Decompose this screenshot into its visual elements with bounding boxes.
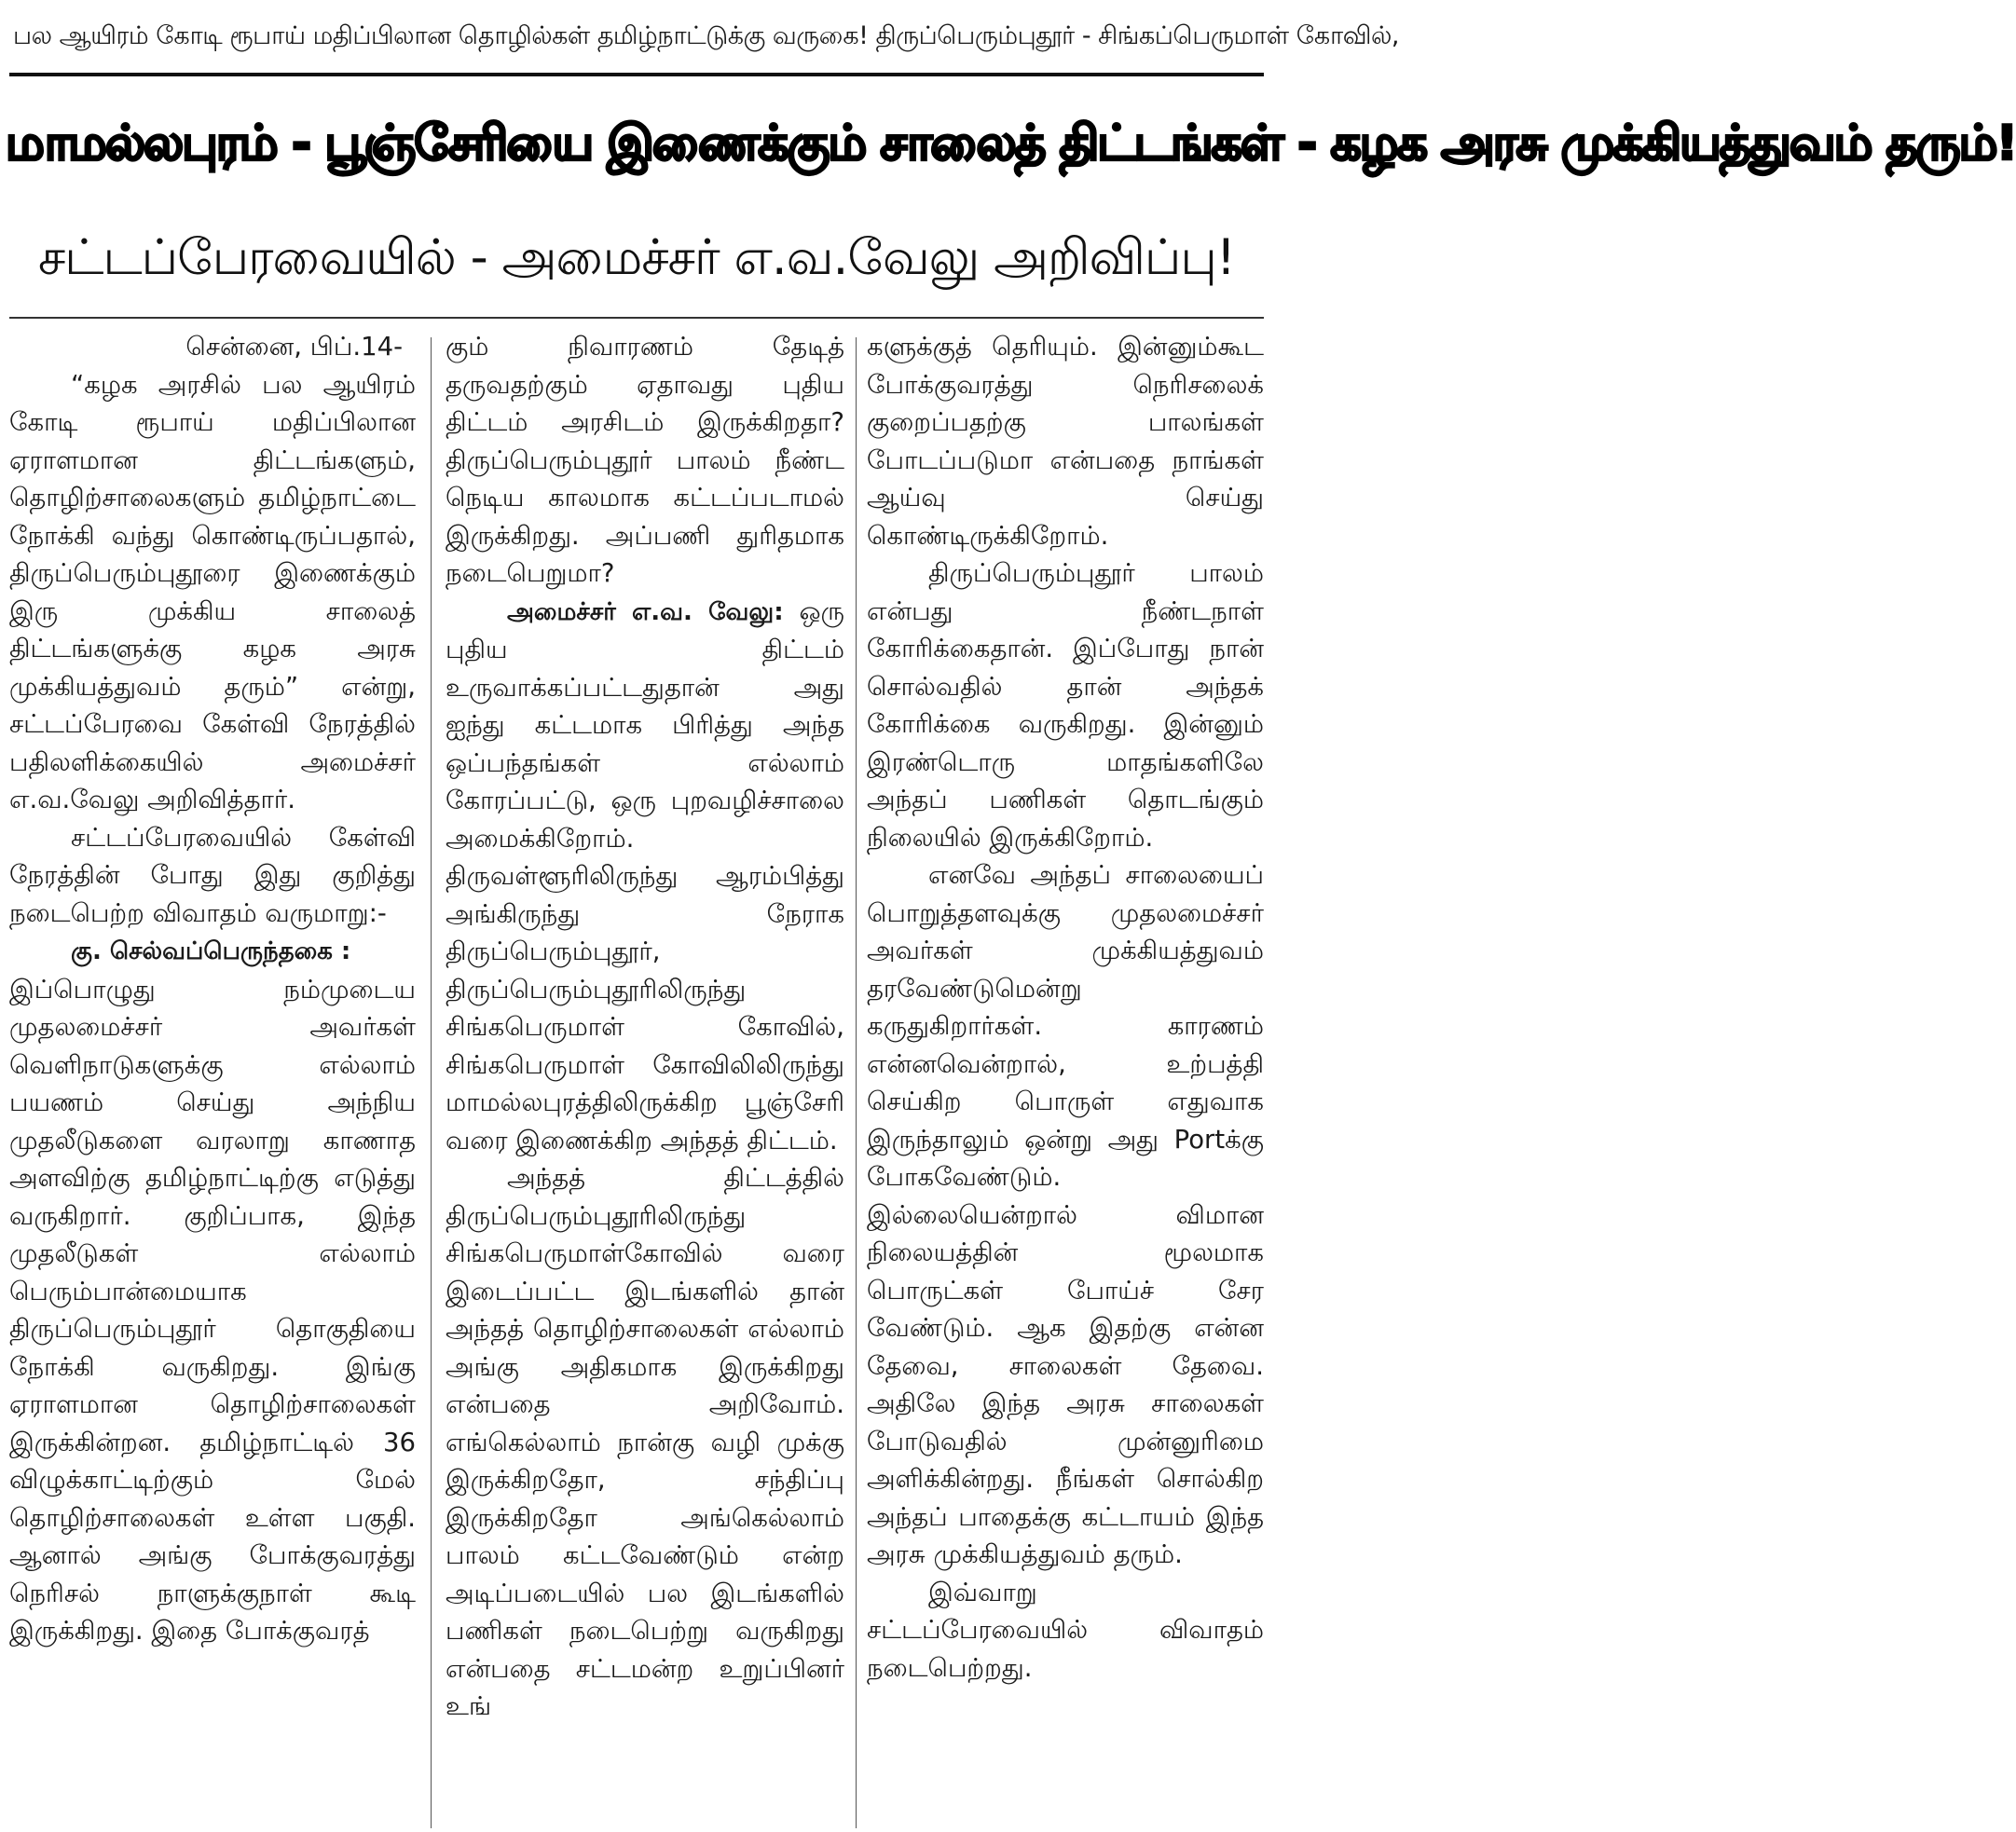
paragraph: “கழக அரசில் பல ஆயிரம் கோடி ரூபாய் மதிப்பிலான ஏராளமான திட்டங்களும், தொழிற்சாலைகளும் தமிழ்நாட்டை நோக்கி வந்து கொண்டிருப்பதால், திருப்பெரும்புதூரை இணைக்கும் இரு முக்கிய சாலைத் திட்டங்களுக்கு கழக அரசு முக்கியத்துவம் தரும்” என்று, சட்டப்பேரவை கேள்வி நேரத்தில் பதிலளிக்கையில் அமைச்சர் எ.வ.வேலு அறிவித்தார்.: [9, 369, 416, 814]
header-divider: [9, 317, 1264, 319]
paragraph-text: ஒரு புதிய திட்டம் உருவாக்கப்பட்டதுதான் அது ஐந்து கட்டமாக பிரித்து அந்த ஒப்பந்தங்கள் எல்லாம் கோரப்பட்டு, ஒரு புறவழிச்சாலை அமைக்கிறோம். திருவள்ளூரிலிருந்து ஆரம்பித்து அங்கிருந்து நேராக திருப்பெரும்புதூர், திருப்பெரும்புதூரிலிருந்து சிங்கபெருமாள் கோவில், சிங்கபெருமாள் கோவிலிலிருந்து மாமல்லபுரத்திலிருக்கிற பூஞ்சேரி வரை இணைக்கிற அந்தத் திட்டம்.: [446, 595, 844, 1155]
paragraph: இவ்வாறு சட்டப்பேரவையில் விவாதம் நடைபெற்றது.: [867, 1577, 1264, 1683]
column-separator: [431, 337, 432, 1828]
speaker-name: கு. செல்வப்பெருந்தகை :: [71, 937, 351, 965]
column-2: [446, 328, 844, 1828]
column-3: [867, 328, 1264, 1828]
speaker-name: அமைச்சர் எ.வ. வேலு:: [507, 597, 784, 626]
paragraph: இப்பொழுது நம்முடைய முதலமைச்சர் அவர்கள் வெளிநாடுகளுக்கு எல்லாம் பயணம் செய்து அந்நிய முதலீடுகளை வரலாறு காணாத அளவிற்கு தமிழ்நாட்டிற்கு எடுத்து வருகிறார். குறிப்பாக, இந்த முதலீடுகள் எல்லாம் பெரும்பான்மையாக திருப்பெரும்புதூர் தொகுதியை நோக்கி வருகிறது. இங்கு ஏராளமான தொழிற்சாலைகள் இருக்கின்றன. தமிழ்நாட்டில் 36 விழுக்காட்டிற்கும் மேல் தொழிற்சாலைகள் உள்ள பகுதி. ஆனால் அங்கு போக்குவரத்து நெரிசல் நாளுக்குநாள் கூடி இருக்கிறது. இதை போக்குவரத்: [9, 974, 416, 1646]
kicker-line: பல ஆயிரம் கோடி ரூபாய் மதிப்பிலான தொழில்கள் தமிழ்நாட்டுக்கு வருகை! திருப்பெரும்புதூர் - சிங்கப்பெருமாள் கோவில்,: [13, 21, 1399, 50]
column-1: [9, 328, 416, 1828]
speaker-paragraph: [9, 932, 416, 971]
subheadline: சட்டப்பேரவையில் - அமைச்சர் எ.வ.வேலு அறிவிப்பு!: [37, 229, 1236, 286]
article-columns: [0, 328, 1273, 1832]
speaker-paragraph: [446, 593, 844, 1160]
dateline: சென்னை, பிப்.14-: [185, 332, 403, 362]
paragraph: கும் நிவாரணம் தேடித் தருவதற்கும் ஏதாவது புதிய திட்டம் அரசிடம் இருக்கிறதா? திருப்பெரும்புதூர் பாலம் நீண்ட நெடிய காலமாக கட்டப்படாமல் இருக்கிறது. அப்பணி துரிதமாக நடைபெறுமா?: [446, 332, 844, 588]
paragraph: சட்டப்பேரவையில் கேள்வி நேரத்தின் போது இது குறித்து நடைபெற்ற விவாதம் வருமாறு:-: [9, 822, 416, 928]
paragraph: திருப்பெரும்புதூர் பாலம் என்பது நீண்டநாள் கோரிக்கைதான். இப்போது நான் சொல்வதில் தான் அந்தக் கோரிக்கை வருகிறது. இன்னும் இரண்டொரு மாதங்களிலே அந்தப் பணிகள் தொடங்கும் நிலையில் இருக்கிறோம்.: [867, 558, 1264, 853]
top-rule: [9, 73, 1264, 76]
paragraph: எனவே அந்தப் சாலையைப் பொறுத்தளவுக்கு முதலமைச்சர் அவர்கள் முக்கியத்துவம் தரவேண்டுமென்று கருதுகிறார்கள். காரணம் என்னவென்றால், உற்பத்தி செய்கிற பொருள் எதுவாக இருந்தாலும் ஒன்று அது Portக்கு போகவேண்டும். இல்லையென்றால் விமான நிலையத்தின் மூலமாக பொருட்கள் போய்ச் சேர வேண்டும். ஆக இதற்கு என்ன தேவை, சாலைகள் தேவை. அதிலே இந்த அரசு சாலைகள் போடுவதில் முன்னுரிமை அளிக்கின்றது. நீங்கள் சொல்கிற அந்தப் பாதைக்கு கட்டாயம் இந்த அரசு முக்கியத்துவம் தரும்.: [867, 860, 1264, 1569]
headline: மாமல்லபுரம் - பூஞ்சேரியை இணைக்கும் சாலைத் திட்டங்கள் - கழக அரசு முக்கியத்துவம் தரும்!: [6, 116, 2016, 171]
paragraph: களுக்குத் தெரியும். இன்னும்கூட போக்குவரத்து நெரிசலைக் குறைப்பதற்கு பாலங்கள் போடப்படுமா என்பதை நாங்கள் ஆய்வு செய்து கொண்டிருக்கிறோம்.: [867, 332, 1264, 551]
column-separator: [856, 337, 857, 1828]
paragraph: அந்தத் திட்டத்தில் திருப்பெரும்புதூரிலிருந்து சிங்கபெருமாள்கோவில் வரை இடைப்பட்ட இடங்களில் தான் அந்தத் தொழிற்சாலைகள் எல்லாம் அங்கு அதிகமாக இருக்கிறது என்பதை அறிவோம். எங்கெல்லாம் நான்கு வழி முக்கு இருக்கிறதோ, சந்திப்பு இருக்கிறதோ அங்கெல்லாம் பாலம் கட்டவேண்டும் என்ற அடிப்படையில் பல இடங்களில் பணிகள் நடைபெற்று வருகிறது என்பதை சட்டமன்ற உறுப்பினர் உங்: [446, 1163, 844, 1721]
